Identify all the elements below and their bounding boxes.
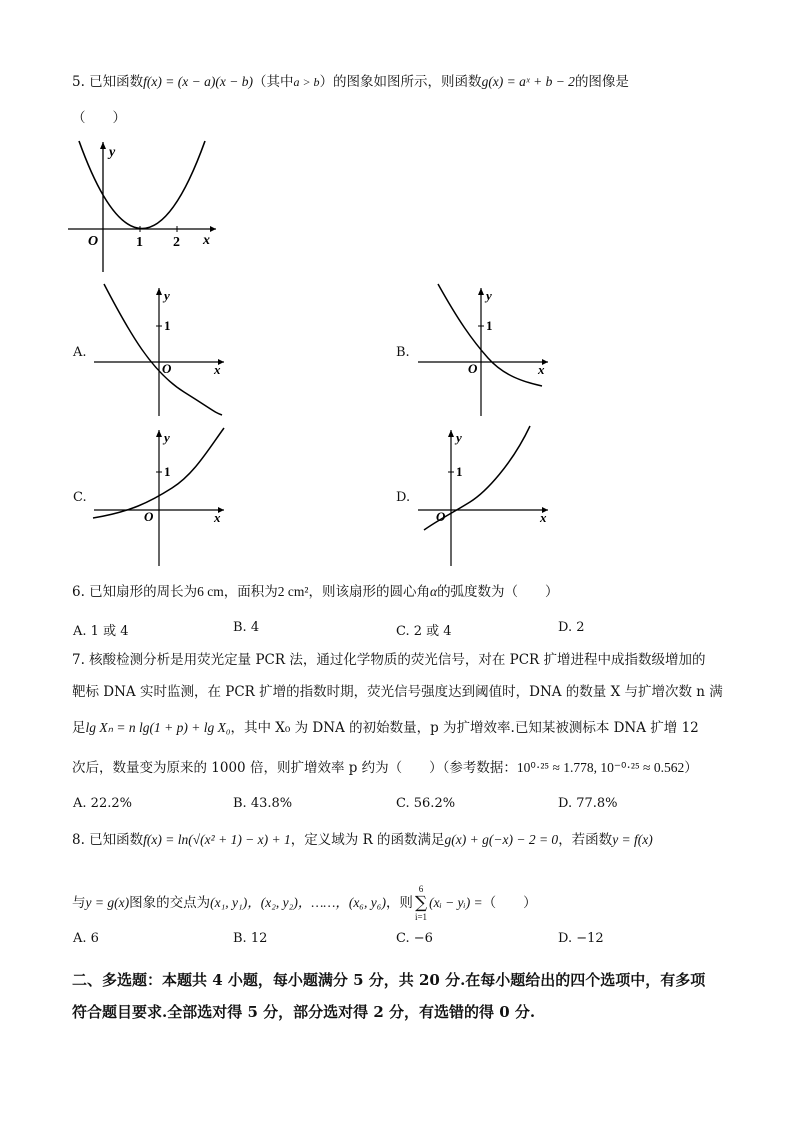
q6-perimeter: 6 cm — [197, 584, 224, 599]
q6-text-d: 的弧度数为（ ） — [437, 584, 559, 600]
main-x-label: x — [203, 233, 210, 248]
main-tick-2-label: 2 — [173, 235, 180, 250]
q6-option-d[interactable] — [558, 620, 585, 635]
q5-text-c: ）的图象如图所示，则函数 — [319, 74, 482, 90]
q5-option-c-graph[interactable] — [90, 424, 230, 569]
q5-cond: a > b — [293, 75, 320, 89]
q6-option-b-text: 4 — [250, 620, 260, 635]
q8-option-c-text: −6 — [413, 931, 433, 946]
q6-text-a: 已知扇形的周长为 — [89, 584, 198, 600]
q8-sum-top: 6 — [418, 884, 424, 894]
d-y-arrow — [448, 430, 454, 437]
q7-line-4 — [72, 758, 698, 778]
a-tick-label: 1 — [164, 318, 171, 333]
q8-option-c[interactable] — [396, 931, 433, 946]
q7-line-4-b: ） — [684, 760, 698, 776]
q5-text-a: 已知函数 — [89, 74, 144, 90]
q8-line-1 — [72, 830, 653, 850]
parabola-curve — [79, 141, 205, 229]
c-tick-label: 1 — [164, 464, 171, 479]
d-x-label: x — [540, 510, 547, 525]
q5-main-graph — [66, 136, 226, 276]
q6-text-b: ，面积为 — [223, 584, 278, 600]
q8-sum-symbol: ∑ — [414, 893, 428, 913]
main-x-arrow — [210, 226, 216, 232]
q8-yg: y = g(x) — [85, 895, 130, 910]
q5-option-a-graph[interactable] — [90, 282, 230, 422]
q5-number: 5. — [72, 74, 90, 90]
c-x-label: x — [214, 510, 221, 525]
q6-option-a-text: 1 或 4 — [90, 624, 129, 639]
q8-yf: y = f(x) — [612, 832, 653, 847]
q6-text-c: ，则该扇形的圆心角 — [308, 584, 430, 600]
q7-line-3-b: ，其中 X₀ 为 DNA 的初始数量，p 为扩增效率.已知某被测标本 DNA 扩增 12 — [230, 720, 699, 736]
a-x-label: x — [214, 362, 221, 377]
q7-option-d-label: D. — [558, 796, 573, 811]
q8-option-a-text: 6 — [90, 931, 99, 946]
q5-text-d: 的图像是 — [574, 74, 629, 90]
q8-line-2-a: 与 — [72, 895, 86, 911]
q7-option-a-label: A. — [73, 796, 87, 811]
q6-option-c-label: C. — [396, 624, 410, 639]
a-y-label: y — [164, 288, 170, 303]
main-origin-label: O — [88, 234, 99, 249]
q7-option-d-text: 77.8% — [576, 796, 618, 811]
q5-g-def: g(x) = aˣ + b − 2 — [481, 74, 575, 89]
q7-line-3 — [72, 718, 699, 738]
q8-option-d-text: −12 — [576, 931, 604, 946]
main-tick-1-label: 1 — [136, 235, 143, 250]
q5-option-a-label[interactable]: A. — [73, 345, 87, 360]
q7-option-c[interactable] — [396, 796, 455, 811]
q7-option-b[interactable] — [233, 796, 292, 811]
c-origin-label: O — [144, 509, 154, 524]
q8-sum-expr: (xᵢ − yᵢ) = — [429, 895, 483, 910]
q7-line-1: 7. 核酸检测分析是用荧光定量 PCR 法，通过化学物质的荧光信号，对在 PCR 扩增进程中成指数级增加的 — [72, 652, 706, 668]
q8-option-b-label: B. — [233, 931, 247, 946]
q6-option-d-text: 2 — [576, 620, 585, 635]
q5-f-def: f(x) = (x − a)(x − b) — [143, 74, 253, 89]
a-curve — [104, 284, 222, 415]
b-origin-label: O — [468, 361, 478, 376]
q8-f-def: f(x) = ln(√(x² + 1) − x) + 1 — [143, 832, 291, 847]
q5-text-b: （其中 — [252, 74, 294, 90]
d-y-label: y — [456, 430, 462, 445]
c-y-arrow — [156, 430, 162, 437]
q6-option-c-text: 2 或 4 — [413, 624, 452, 639]
b-tick-label: 1 — [486, 318, 493, 333]
q8-sum — [415, 884, 427, 923]
q6-alpha: α — [429, 584, 438, 599]
q6-option-a[interactable] — [73, 620, 128, 639]
d-origin-label: O — [436, 509, 446, 524]
q7-line-3-a: 足 — [72, 720, 86, 736]
q5-option-b-label[interactable]: B. — [396, 345, 410, 360]
q7-option-c-label: C. — [396, 796, 410, 811]
main-y-arrow — [100, 142, 106, 149]
main-y-label: y — [109, 145, 116, 160]
b-y-arrow — [478, 288, 484, 295]
q5-option-c-label[interactable]: C. — [73, 490, 87, 505]
q7-line-4-a: 次后，数量变为原来的 1000 倍，则扩增效率 p 约为（ ）（参考数据： — [72, 760, 517, 776]
q8-option-a[interactable] — [73, 931, 99, 946]
q5-stem — [72, 72, 629, 92]
q8-option-a-label: A. — [73, 931, 87, 946]
q8-line-2-c: ，则 — [385, 895, 413, 911]
q6-option-b[interactable] — [233, 620, 259, 635]
section-2-line-2: 符合题目要求.全部选对得 5 分，部分选对得 2 分，有选错的得 0 分. — [72, 1003, 536, 1021]
q7-option-b-label: B. — [233, 796, 247, 811]
q5-option-b-graph[interactable] — [414, 282, 554, 422]
q8-line-2 — [72, 884, 537, 923]
q8-number: 8. — [72, 832, 90, 848]
q8-option-d[interactable] — [558, 931, 604, 946]
q6-number: 6. — [72, 584, 90, 600]
b-x-label: x — [538, 362, 545, 377]
q8-option-d-label: D. — [558, 931, 573, 946]
q6-option-a-label: A. — [73, 624, 87, 639]
q5-answer-paren: （ ） — [72, 110, 126, 126]
q6-stem — [72, 582, 559, 602]
q7-ref-data: 10⁰·²⁵ ≈ 1.778, 10⁻⁰·²⁵ ≈ 0.562 — [516, 760, 685, 775]
section-2-line-1: 二、多选题：本题共 4 小题，每小题满分 5 分，共 20 分.在每小题给出的四个选项中，有多项 — [72, 971, 706, 989]
q7-option-a[interactable] — [73, 796, 132, 811]
q7-option-a-text: 22.2% — [90, 796, 132, 811]
q6-option-d-label: D. — [558, 620, 573, 635]
q7-option-b-text: 43.8% — [250, 796, 293, 811]
q8-answer-paren: （ ） — [482, 895, 537, 911]
q6-option-b-label: B. — [233, 620, 247, 635]
q6-option-c[interactable] — [396, 620, 452, 639]
a-origin-label: O — [162, 361, 172, 376]
q7-option-c-text: 56.2% — [413, 796, 456, 811]
q8-option-b[interactable] — [233, 931, 267, 946]
q6-area: 2 cm² — [277, 584, 309, 599]
a-y-arrow — [156, 288, 162, 295]
q8-cond: g(x) + g(−x) − 2 = 0 — [444, 832, 559, 847]
section-2-header — [72, 966, 732, 1026]
q8-sum-bottom: i=1 — [414, 912, 428, 922]
c-y-label: y — [164, 430, 170, 445]
q7-option-d[interactable] — [558, 796, 618, 811]
q5-option-d-graph[interactable] — [414, 424, 554, 569]
q8-text-b: ，定义域为 R 的函数满足 — [290, 832, 445, 848]
q7-line-2: 靶标 DNA 实时监测，在 PCR 扩增的指数时期，荧光信号强度达到阈值时，DNA 的数量 X 与扩增次数 n 满 — [72, 684, 723, 700]
q8-points: (x₁, y₁)，(x₂, y₂)，……，(x₆, y₆) — [210, 895, 386, 910]
q8-option-c-label: C. — [396, 931, 410, 946]
d-tick-label: 1 — [456, 464, 463, 479]
q5-option-d-label[interactable]: D. — [396, 490, 411, 505]
q8-text-c: ，若函数 — [558, 832, 613, 848]
q8-line-2-b: 图象的交点为 — [129, 895, 211, 911]
q8-option-b-text: 12 — [250, 931, 268, 946]
q7-formula: lg Xₙ = n lg(1 + p) + lg X₀ — [85, 720, 231, 735]
b-y-label: y — [486, 288, 492, 303]
q8-text-a: 已知函数 — [89, 832, 144, 848]
